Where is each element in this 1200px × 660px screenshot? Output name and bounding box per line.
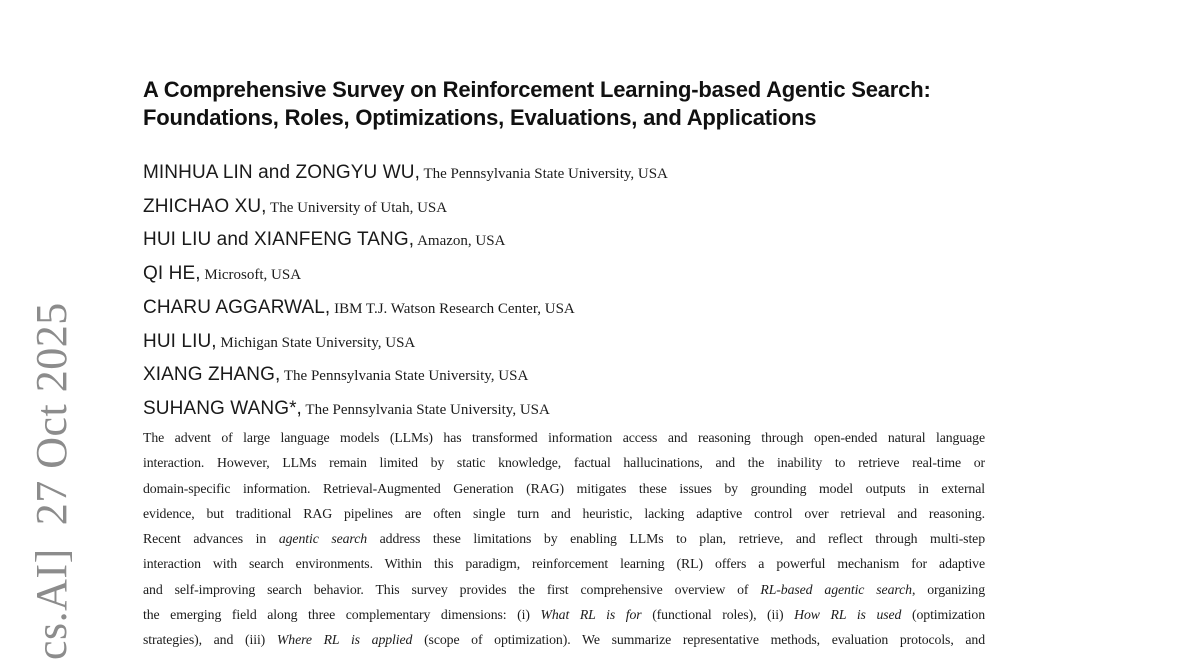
abstract-segment: , organizing — [911, 581, 986, 597]
author-affiliation: Microsoft, USA — [200, 267, 302, 284]
abstract-line — [143, 526, 985, 551]
abstract-line — [143, 476, 985, 501]
abstract-segment: (optimization — [901, 607, 986, 623]
abstract-segment: (functional roles), (ii) — [641, 607, 795, 623]
abstract-segment: evidence, but traditional RAG pipelines are often single turn and heuristic, lacking adaptive control over retrieval and reasoning. — [143, 505, 985, 521]
author-row — [143, 224, 985, 258]
author-list — [143, 157, 985, 427]
author-affiliation: The Pennsylvania State University, USA — [420, 166, 668, 182]
author-affiliation: Michigan State University, USA — [216, 334, 416, 351]
abstract-segment: Recent advances in — [143, 531, 279, 547]
abstract-segment: address these limitations by enabling LLMs to plan, retrieve, and reflect through multi-step — [367, 531, 986, 547]
paper-title-line-1: A Comprehensive Survey on Reinforcement Learning-based Agentic Search: — [143, 77, 931, 102]
author-row — [143, 157, 985, 191]
abstract-line — [143, 425, 985, 450]
arxiv-watermark: cs.AI] 27 Oct 2025 — [27, 302, 76, 660]
author-row — [143, 359, 985, 393]
abstract-italic-segment: What RL is for — [540, 607, 642, 623]
abstract-italic-segment: agentic search — [278, 531, 368, 547]
abstract-segment: the emerging field along three complementary dimensions: (i) — [143, 607, 541, 623]
abstract-italic-segment: RL-based agentic search — [760, 581, 912, 597]
author-name: SUHANG WANG*, — [143, 397, 302, 419]
abstract-line — [143, 450, 985, 475]
author-affiliation: The University of Utah, USA — [266, 199, 448, 216]
author-row — [143, 258, 985, 292]
author-row — [143, 393, 985, 427]
paper-title — [143, 76, 985, 132]
author-name: HUI LIU, — [143, 330, 217, 352]
abstract-line — [143, 602, 985, 627]
author-affiliation: Amazon, USA — [414, 233, 506, 250]
abstract-line — [143, 577, 985, 602]
author-name: HUI LIU and XIANFENG TANG, — [143, 229, 415, 251]
abstract-line — [143, 551, 985, 576]
abstract-segment: interaction with search environments. Within this paradigm, reinforcement learning (RL) offers a powerful mechanism for adaptive — [143, 556, 985, 572]
author-affiliation: The Pennsylvania State University, USA — [301, 401, 550, 418]
paper-title-line-2: Foundations, Roles, Optimizations, Evaluations, and Applications — [143, 105, 817, 130]
abstract-segment: and self-improving search behavior. This survey provides the first comprehensive overview of — [143, 581, 761, 597]
abstract-italic-segment: How RL is used — [794, 607, 902, 623]
author-name: MINHUA LIN and ZONGYU WU, — [143, 162, 420, 183]
abstract-text — [143, 425, 985, 653]
abstract-segment: interaction. However, LLMs remain limited by static knowledge, factual hallucinations, and the inability to retrieve real-time or — [143, 455, 985, 471]
author-row — [143, 292, 985, 326]
abstract-segment: domain-specific information. Retrieval-Augmented Generation (RAG) mitigates these issues by grounding model outputs in external — [143, 480, 985, 496]
author-row — [143, 326, 985, 360]
abstract-italic-segment: Where RL is applied — [276, 632, 413, 648]
author-name: ZHICHAO XU, — [143, 195, 267, 217]
abstract-segment: strategies), and (iii) — [143, 632, 277, 648]
abstract-segment: The advent of large language models (LLMs) has transformed information access and reasoning through open-ended natural language — [143, 430, 985, 445]
author-name: QI HE, — [143, 263, 201, 285]
abstract-line — [143, 627, 985, 652]
author-row — [143, 191, 985, 225]
abstract-segment: (scope of optimization). We summarize representative methods, evaluation protocols, and — [412, 632, 985, 648]
author-affiliation: IBM T.J. Watson Research Center, USA — [330, 300, 575, 317]
author-name: XIANG ZHANG, — [143, 364, 281, 386]
author-name: CHARU AGGARWAL, — [143, 296, 331, 318]
author-affiliation: The Pennsylvania State University, USA — [280, 368, 529, 385]
abstract-line — [143, 501, 985, 526]
